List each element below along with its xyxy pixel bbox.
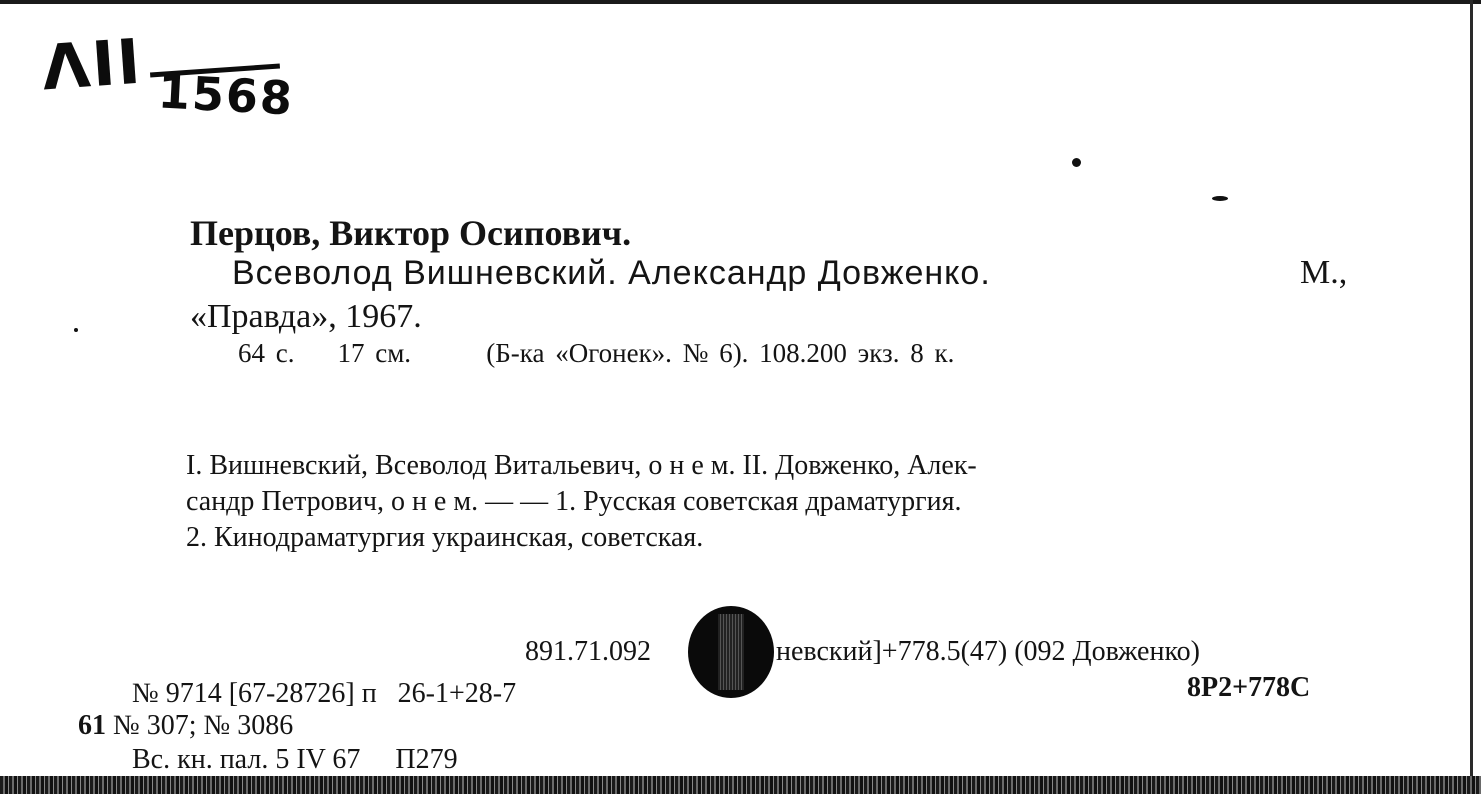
card-number: № 9714 [67-28726] п 26-1+28-7 [132, 678, 517, 709]
date-line: Вс. кн. пал. 5 IV 67 П279 [132, 744, 458, 775]
subject-line-2: сандр Петрович, о н е м. — — 1. Русская советская драматургия. [186, 486, 962, 517]
book-title: Всеволод Вишневский. Александр Довженко. [232, 254, 991, 292]
card-bottom-edge [0, 776, 1481, 794]
physical-description: 64 с. 17 см. (Б-ка «Огонек». № 6). 108.200 экз. 8 к. [238, 338, 955, 368]
ink-speck [1212, 196, 1228, 201]
card-top-border [0, 0, 1481, 4]
subject-headings [186, 448, 1366, 556]
publisher-year: «Правда», 1967. [190, 298, 422, 335]
ink-speck [74, 328, 78, 332]
punch-hole [688, 606, 774, 698]
handwritten-number: 1568 [156, 64, 296, 126]
catalog-numbers: № 307; № 3086 [113, 710, 294, 741]
classification-code: 8Р2+778С [1187, 672, 1311, 703]
card-right-border [1470, 0, 1473, 794]
ink-speck [1072, 158, 1081, 167]
classification-right: невский]+778.5(47) (092 Довженко) [776, 636, 1200, 667]
catalog-line [78, 710, 293, 742]
handwritten-prefix: ΛΙΙ [39, 24, 145, 105]
catalog-prefix: 61 [78, 710, 106, 741]
publication-place: М., [1300, 254, 1348, 291]
author-heading: Перцов, Виктор Осипович. [190, 213, 632, 253]
subject-line-1: I. Вишневский, Всеволод Витальевич, о н е м. II. Довженко, Алек- [186, 450, 977, 481]
subject-line-3: 2. Кинодраматургия украинская, советская. [186, 522, 704, 553]
classification-left: 891.71.092 [525, 636, 651, 667]
